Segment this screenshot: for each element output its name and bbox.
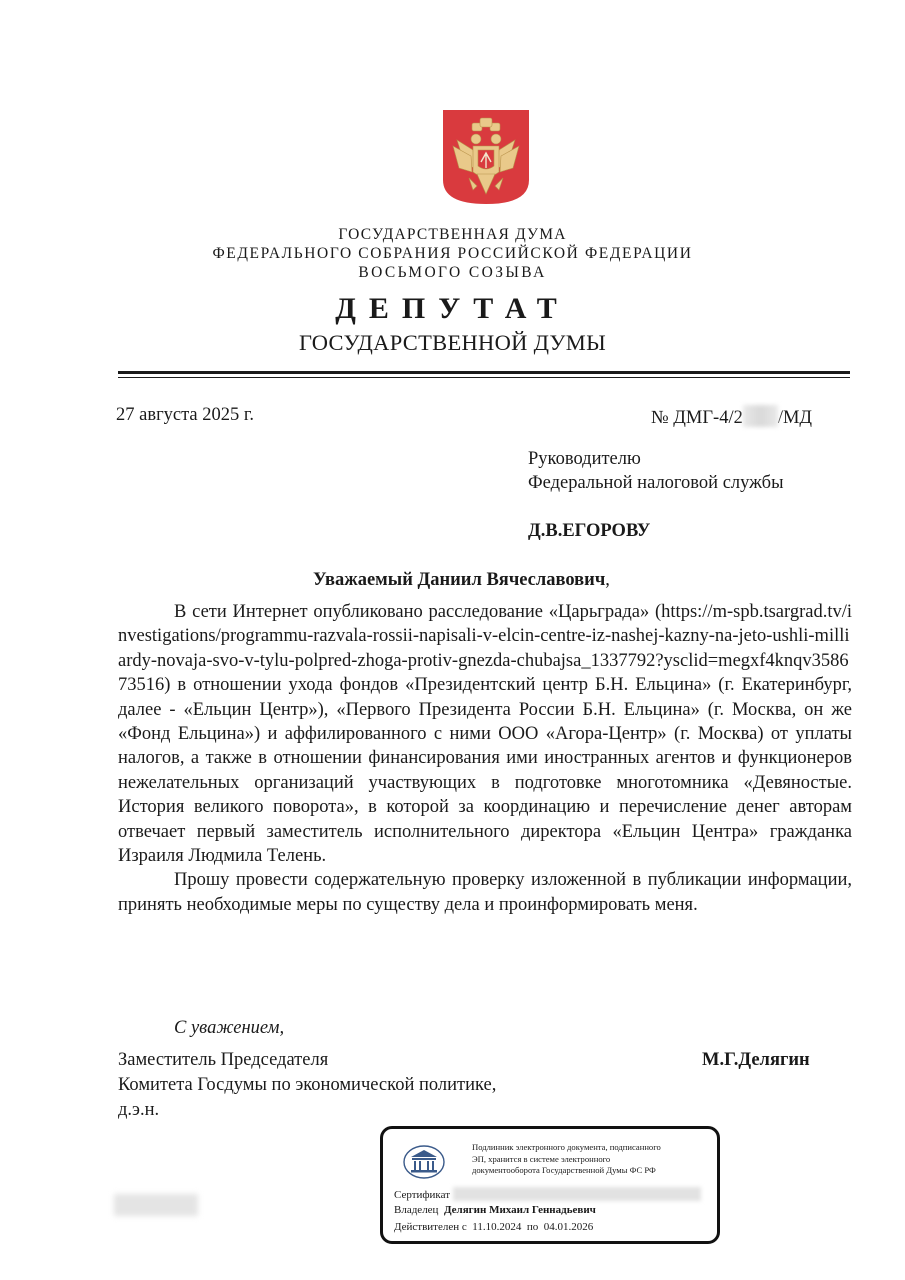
e-signature-stamp	[380, 1126, 720, 1244]
stamp-owner	[394, 1204, 596, 1216]
salutation	[313, 570, 610, 591]
russian-coat-of-arms-icon	[443, 110, 529, 204]
document-number	[651, 405, 812, 429]
state-duma-building-icon	[403, 1145, 445, 1179]
header-divider-thin	[118, 377, 850, 378]
letterhead-convocation: ВОСЬМОГО СОЗЫВА	[358, 264, 547, 281]
recipient-position: Руководителю	[528, 449, 641, 469]
recipient-organization: Федеральной налоговой службы	[528, 473, 784, 493]
stamp-certificate	[394, 1187, 701, 1201]
stamp-validity	[394, 1221, 593, 1233]
redacted-number	[743, 405, 778, 427]
signer-position-2: Комитета Госдумы по экономической политике,	[118, 1075, 497, 1095]
article-url: https://m-spb.tsargrad.tv/investigations/programmu-razvala-rossii-napisali-v-elcin-centre-iz-nashej-kazny-na-jeto-ushli-milliardy-novaja-svo-v-tylu-polpred-zhoga-protiv-gnezda-chubajsa_1337792?ysclid=megxf4knqv358673516	[118, 602, 852, 696]
body-lead: В сети Интернет опубликовано расследование «Царьграда» (	[174, 602, 662, 622]
body-paragraph-1	[118, 600, 852, 868]
stamp-note-line-3: документооборота Государственной Думы ФС РФ	[472, 1165, 656, 1175]
letterhead-title: ДЕПУТАТ	[335, 292, 570, 325]
letterhead-state-duma: ГОСУДАРСТВЕННАЯ ДУМА	[338, 226, 567, 243]
body-paragraph-2: Прошу провести содержательную проверку изложенной в публикации информации, принять необходимые меры по существу дела и проинформировать меня.	[118, 870, 852, 915]
document-number-prefix: № ДМГ-4/2	[651, 408, 743, 428]
valid-from: 11.10.2024	[472, 1221, 522, 1233]
stamp-note-line-1: Подлинник электронного документа, подписанного	[472, 1142, 661, 1152]
closing-regards: С уважением,	[174, 1018, 285, 1038]
valid-to-label: по	[526, 1221, 539, 1233]
body-rest: ) в отношении ухода фондов «Президентский центр Б.Н. Ельцина» (г. Екатеринбург, далее - «Ельцин Центр»), «Первого Президента России Б.Н. Ельцина» (г. Москва, он же «Фонд Ельцина») и аффилированного с ними ООО «Агора-Центр» (г. Москва) от уплаты налогов, а также в отношении финансирования ими иностранных агентов и функционеров нежелательных организаций участвующих в подготовке многотомника «Девяностые. История великого поворота», в которой за координацию и перечисление денег авторам отвечает первый заместитель исполнительного директора «Ельцин Центра» гражданка Израиля Людмила Телень.	[118, 675, 852, 867]
owner-name: Делягин Михаил Геннадьевич	[443, 1204, 596, 1216]
recipient-name: Д.В.ЕГОРОВУ	[528, 521, 651, 541]
salutation-text: Уважаемый Даниил Вячеславович	[313, 570, 606, 590]
document-date: 27 августа 2025 г.	[116, 405, 255, 425]
redacted-field	[114, 1194, 198, 1216]
valid-label: Действителен с	[394, 1221, 467, 1233]
letterhead-federal-assembly: ФЕДЕРАЛЬНОГО СОБРАНИЯ РОССИЙСКОЙ ФЕДЕРАЦИИ	[212, 245, 693, 262]
signer-position-1: Заместитель Председателя	[118, 1050, 329, 1070]
letter-body	[118, 600, 852, 917]
stamp-note-line-2: ЭП, хранится в системе электронного	[472, 1153, 611, 1164]
salutation-comma: ,	[605, 570, 610, 590]
letterhead-subtitle: ГОСУДАРСТВЕННОЙ ДУМЫ	[298, 330, 607, 355]
document-number-suffix: /МД	[777, 408, 813, 428]
stamp-note	[472, 1142, 661, 1177]
signer-name: М.Г.Делягин	[702, 1050, 810, 1070]
owner-label: Владелец	[394, 1204, 439, 1216]
signer-degree: д.э.н.	[118, 1100, 160, 1120]
redacted-certificate	[453, 1187, 701, 1201]
valid-to: 04.01.2026	[543, 1221, 594, 1233]
header-divider-thick	[118, 371, 850, 374]
certificate-label: Сертификат	[394, 1189, 450, 1201]
